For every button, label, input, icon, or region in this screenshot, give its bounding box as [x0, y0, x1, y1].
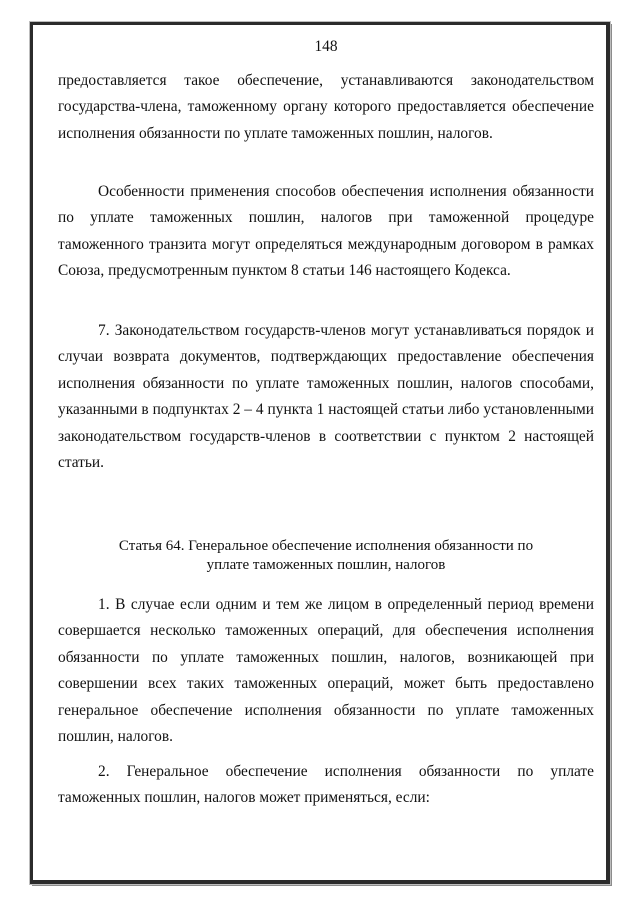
- paragraph-3: 7. Законодательством государств-членов могут устанавливаться порядок и случаи возврата документов, подтверждающих предоставление обеспечения исполнения обязанности по уплате таможенных пошлин, налогов способами, указанными в подпунктах 2 – 4 пункта 1 настоящей статьи либо установленными законодательством государств-членов в соответствии с пунктом 2 настоящей статьи.: [58, 322, 594, 472]
- article-title-line-1: Статья 64. Генеральное обеспечение исполнения обязанности по: [118, 538, 534, 554]
- paragraph-features: [58, 179, 594, 285]
- article-paragraph-point-2: [58, 759, 594, 812]
- paragraph-continuation: [58, 68, 594, 147]
- article-paragraph-point-1: [58, 592, 594, 750]
- page-number: 148: [314, 38, 338, 55]
- paragraph-1: предоставляется такое обеспечение, устанавливаются законодательством государства-члена, таможенному органу которого предоставляется обеспечение исполнения обязанности по уплате таможенных пошлин, налогов.: [58, 72, 594, 142]
- paragraph-2: Особенности применения способов обеспечения исполнения обязанности по уплате таможенных пошлин, налогов при таможенной процедуре таможенного транзита могут определяться международным договором в рамках Союза, предусмотренным пунктом 8 статьи 146 настоящего Кодекса.: [58, 183, 594, 280]
- article-paragraph-1: 1. В случае если одним и тем же лицом в определенный период времени совершается несколько таможенных операций, для обеспечения исполнения обязанности по уплате таможенных пошлин, налогов, возникающей при совершении всех таких таможенных операций, может быть предоставлено генеральное обеспечение исполнения обязанности по уплате таможенных пошлин, налогов.: [58, 596, 594, 746]
- article-paragraph-2: 2. Генеральное обеспечение исполнения обязанности по уплате таможенных пошлин, налогов может применяться, если:: [58, 763, 594, 807]
- paragraph-point-7: [58, 318, 594, 476]
- article-title-line-2: уплате таможенных пошлин, налогов: [206, 557, 446, 573]
- article-heading: [58, 537, 594, 575]
